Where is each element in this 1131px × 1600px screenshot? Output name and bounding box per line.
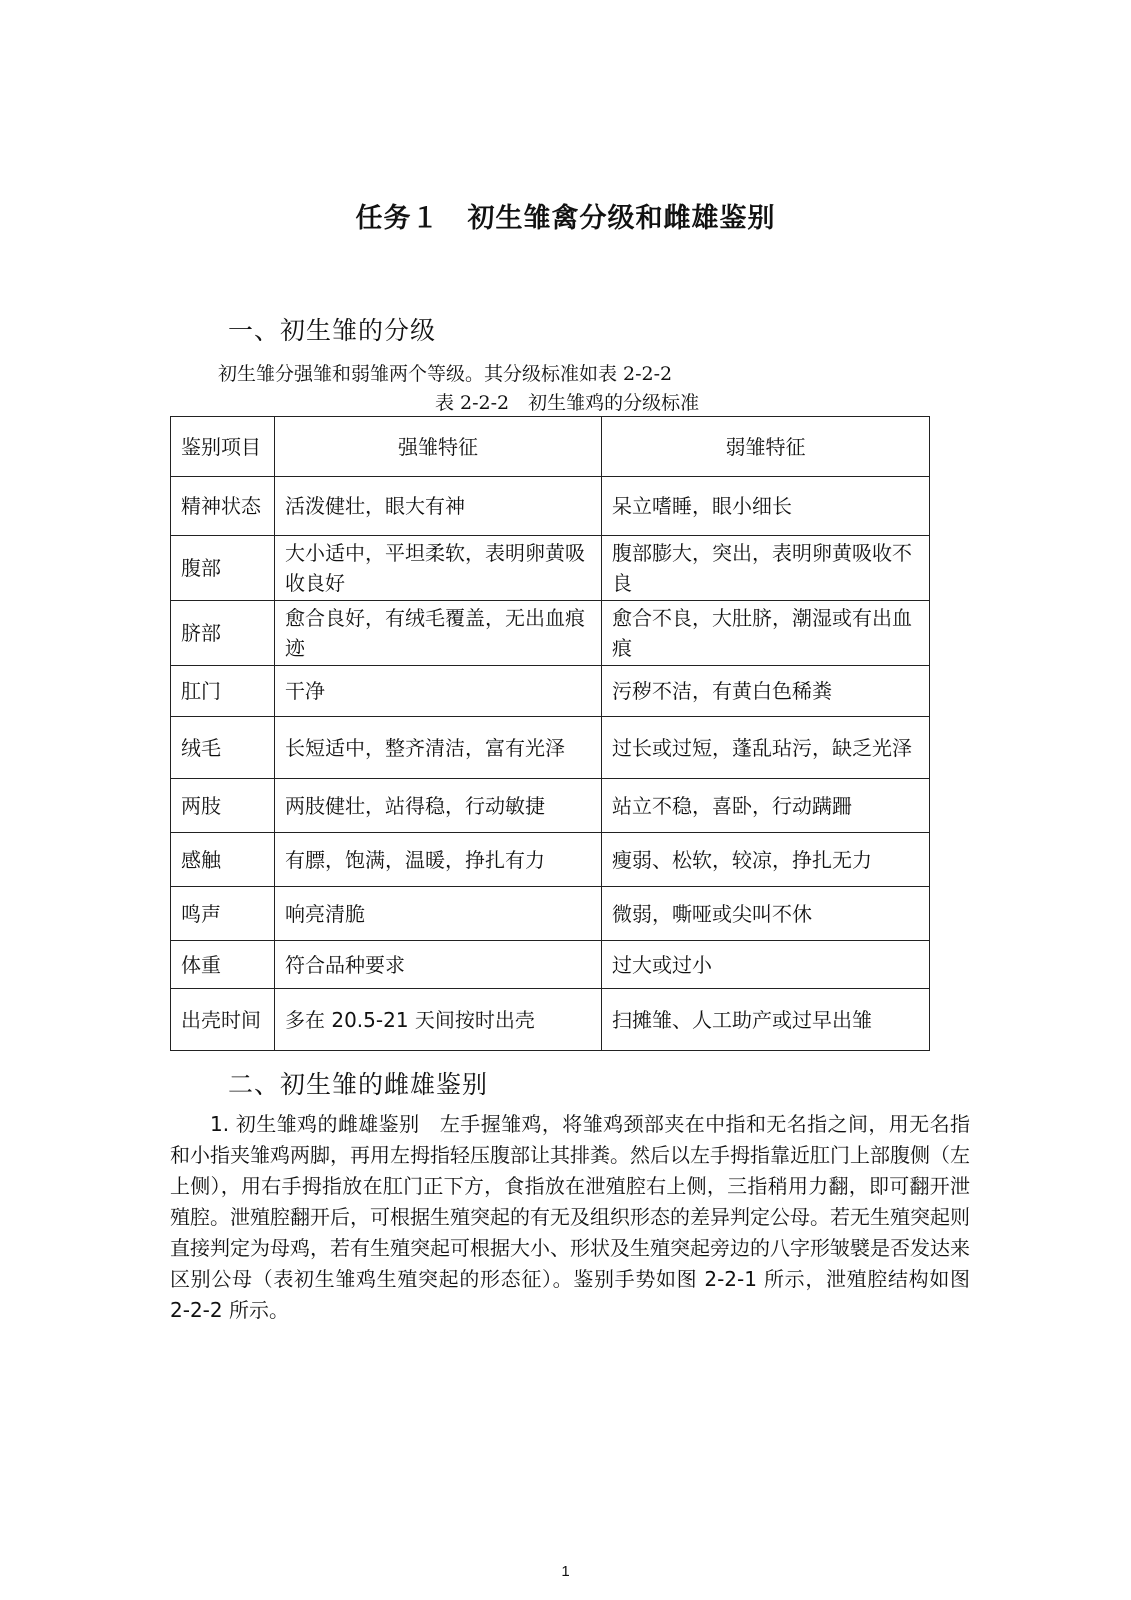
page-title: 任务１ 初生雏禽分级和雌雄鉴别 <box>355 203 776 234</box>
cell-item: 精神状态 <box>171 477 275 536</box>
table-header-row <box>171 417 930 477</box>
cell-strong: 有膘，饱满，温暖，挣扎有力 <box>275 833 602 887</box>
cell-strong: 大小适中，平坦柔软，表明卵黄吸收良好 <box>275 536 602 601</box>
cell-strong: 干净 <box>275 666 602 717</box>
table-caption: 表 2-2-2 初生雏鸡的分级标准 <box>435 392 700 414</box>
cell-strong: 愈合良好，有绒毛覆盖，无出血痕迹 <box>275 601 602 666</box>
page-number: 1 <box>561 1563 570 1580</box>
cell-strong: 长短适中，整齐清洁，富有光泽 <box>275 717 602 779</box>
cell-item: 两肢 <box>171 779 275 833</box>
table-row <box>171 833 930 887</box>
cell-weak: 愈合不良，大肚脐，潮湿或有出血痕 <box>602 601 930 666</box>
cell-weak: 呆立嗜睡，眼小细长 <box>602 477 930 536</box>
cell-weak: 过长或过短，蓬乱玷污，缺乏光泽 <box>602 717 930 779</box>
cell-weak: 站立不稳，喜卧，行动蹒跚 <box>602 779 930 833</box>
header-item: 鉴别项目 <box>171 417 275 477</box>
table-row <box>171 887 930 941</box>
cell-weak: 瘦弱、松软，较凉，挣扎无力 <box>602 833 930 887</box>
table-row <box>171 477 930 536</box>
table-row <box>171 989 930 1051</box>
cell-strong: 多在 20.5-21 天间按时出壳 <box>275 989 602 1051</box>
table-row <box>171 941 930 989</box>
cell-item: 鸣声 <box>171 887 275 941</box>
section-2-heading: 二、初生雏的雌雄鉴别 <box>228 1070 489 1099</box>
cell-weak: 过大或过小 <box>602 941 930 989</box>
table-row <box>171 601 930 666</box>
cell-item: 肛门 <box>171 666 275 717</box>
cell-item: 绒毛 <box>171 717 275 779</box>
table-row <box>171 536 930 601</box>
cell-item: 感触 <box>171 833 275 887</box>
cell-strong: 两肢健壮，站得稳，行动敏捷 <box>275 779 602 833</box>
cell-weak: 微弱，嘶哑或尖叫不休 <box>602 887 930 941</box>
table-row <box>171 666 930 717</box>
table-row <box>171 779 930 833</box>
section-1-heading: 一、初生雏的分级 <box>228 316 437 345</box>
cell-weak: 腹部膨大，突出，表明卵黄吸收不良 <box>602 536 930 601</box>
cell-item: 体重 <box>171 941 275 989</box>
cell-strong: 响亮清脆 <box>275 887 602 941</box>
cell-strong: 符合品种要求 <box>275 941 602 989</box>
header-weak: 弱雏特征 <box>602 417 930 477</box>
cell-strong: 活泼健壮，眼大有神 <box>275 477 602 536</box>
table-row <box>171 717 930 779</box>
grading-table <box>170 416 930 1051</box>
cell-weak: 扫摊雏、人工助产或过早出雏 <box>602 989 930 1051</box>
section-1-intro: 初生雏分强雏和弱雏两个等级。其分级标准如表 2-2-2 <box>218 363 673 385</box>
cell-item: 脐部 <box>171 601 275 666</box>
cell-item: 出壳时间 <box>171 989 275 1051</box>
cell-weak: 污秽不洁，有黄白色稀粪 <box>602 666 930 717</box>
section-2-paragraph: 1. 初生雏鸡的雌雄鉴别 左手握雏鸡，将雏鸡颈部夹在中指和无名指之间，用无名指和小指夹雏鸡两脚，再用左拇指轻压腹部让其排粪。然后以左手拇指靠近肛门上部腹侧（左上侧），用右手拇指放在肛门正下方，食指放在泄殖腔右上侧，三指稍用力翻，即可翻开泄殖腔。泄殖腔翻开后，可根据生殖突起的有无及组织形态的差异判定公母。若无生殖突起则直接判定为母鸡，若有生殖突起可根据大小、形状及生殖突起旁边的八字形皱襞是否发达来区别公母（表初生雏鸡生殖突起的形态征）。鉴别手势如图 2-2-1 所示，泄殖腔结构如图 2-2-2 所示。 <box>170 1112 970 1322</box>
header-strong: 强雏特征 <box>275 417 602 477</box>
cell-item: 腹部 <box>171 536 275 601</box>
